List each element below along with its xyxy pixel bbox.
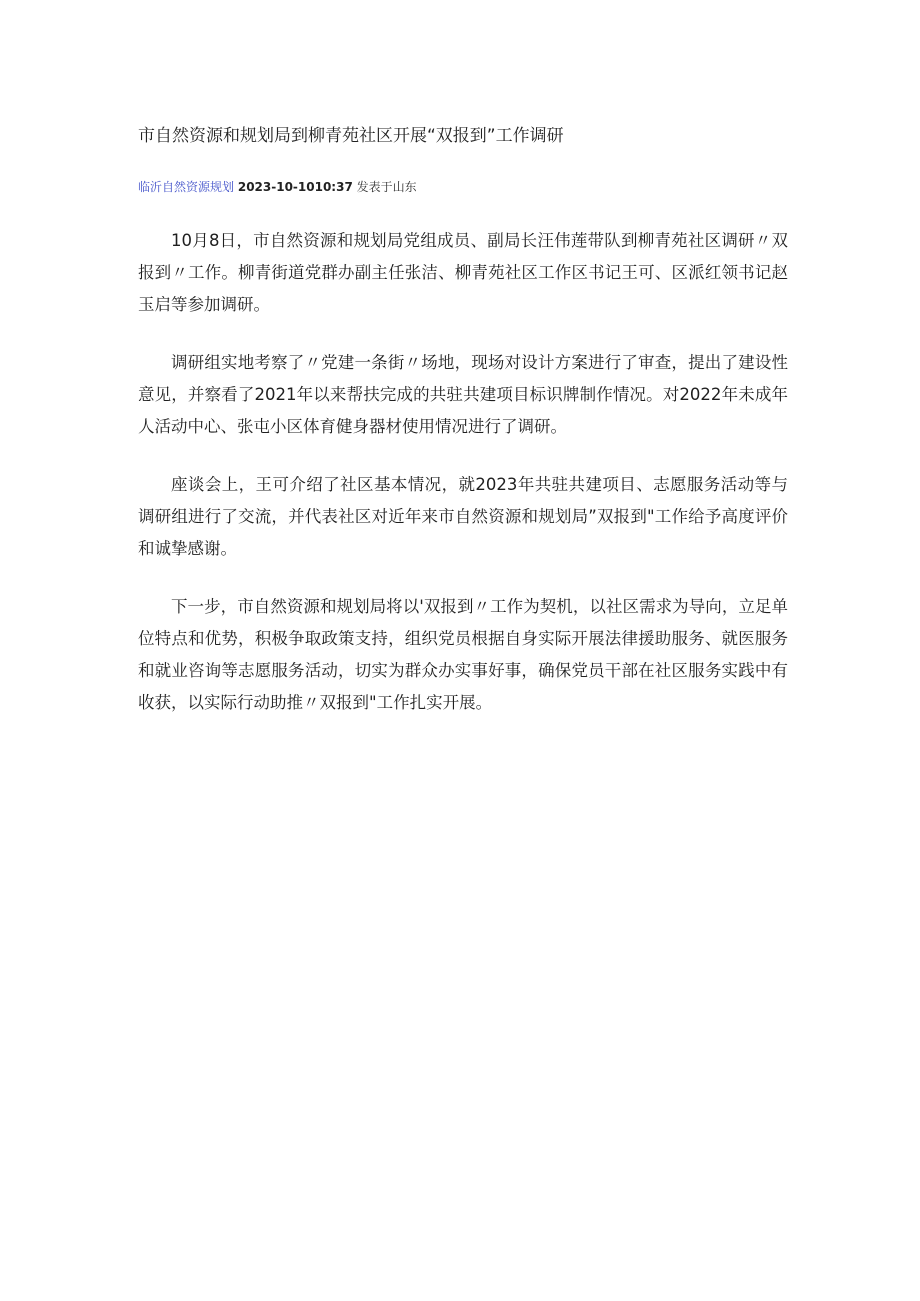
published-location: 发表于山东: [356, 180, 417, 194]
paragraph-3: 座谈会上，王可介绍了社区基本情况，就2023年共驻共建项目、志愿服务活动等与调研组进行了交流，并代表社区对近年来市自然资源和规划局”双报到"工作给予高度评价和诚挚感谢。: [138, 475, 788, 558]
paragraph-2: 调研组实地考察了〃党建一条街〃场地，现场对设计方案进行了审查，提出了建设性意见，并察看了2021年以来帮扶完成的共驻共建项目标识牌制作情况。对2022年未成年人活动中心、张屯小区体育健身器材使用情况进行了调研。: [138, 353, 788, 436]
paragraph-1: 10月8日，市自然资源和规划局党组成员、副局长汪伟莲带队到柳青苑社区调研〃双报到〃工作。柳青街道党群办副主任张洁、柳青苑社区工作区书记王可、区派红领书记赵玉启等参加调研。: [138, 231, 788, 314]
article-body: [138, 225, 788, 745]
publish-datetime: 2023-10-1010:37: [237, 180, 353, 194]
paragraph-4: 下一步，市自然资源和规划局将以'双报到〃工作为契机，以社区需求为导向，立足单位特点和优势，积极争取政策支持，组织党员根据自身实际开展法律援助服务、就医服务和就业咨询等志愿服务活动，切实为群众办实事好事，确保党员干部在社区服务实践中有收获，以实际行动助推〃双报到"工作扎实开展。: [138, 597, 788, 712]
article-meta: [138, 178, 798, 196]
source-link[interactable]: 临沂自然资源规划: [138, 180, 235, 194]
article-title: 市自然资源和规划局到柳青苑社区开展“双报到”工作调研: [138, 126, 564, 146]
